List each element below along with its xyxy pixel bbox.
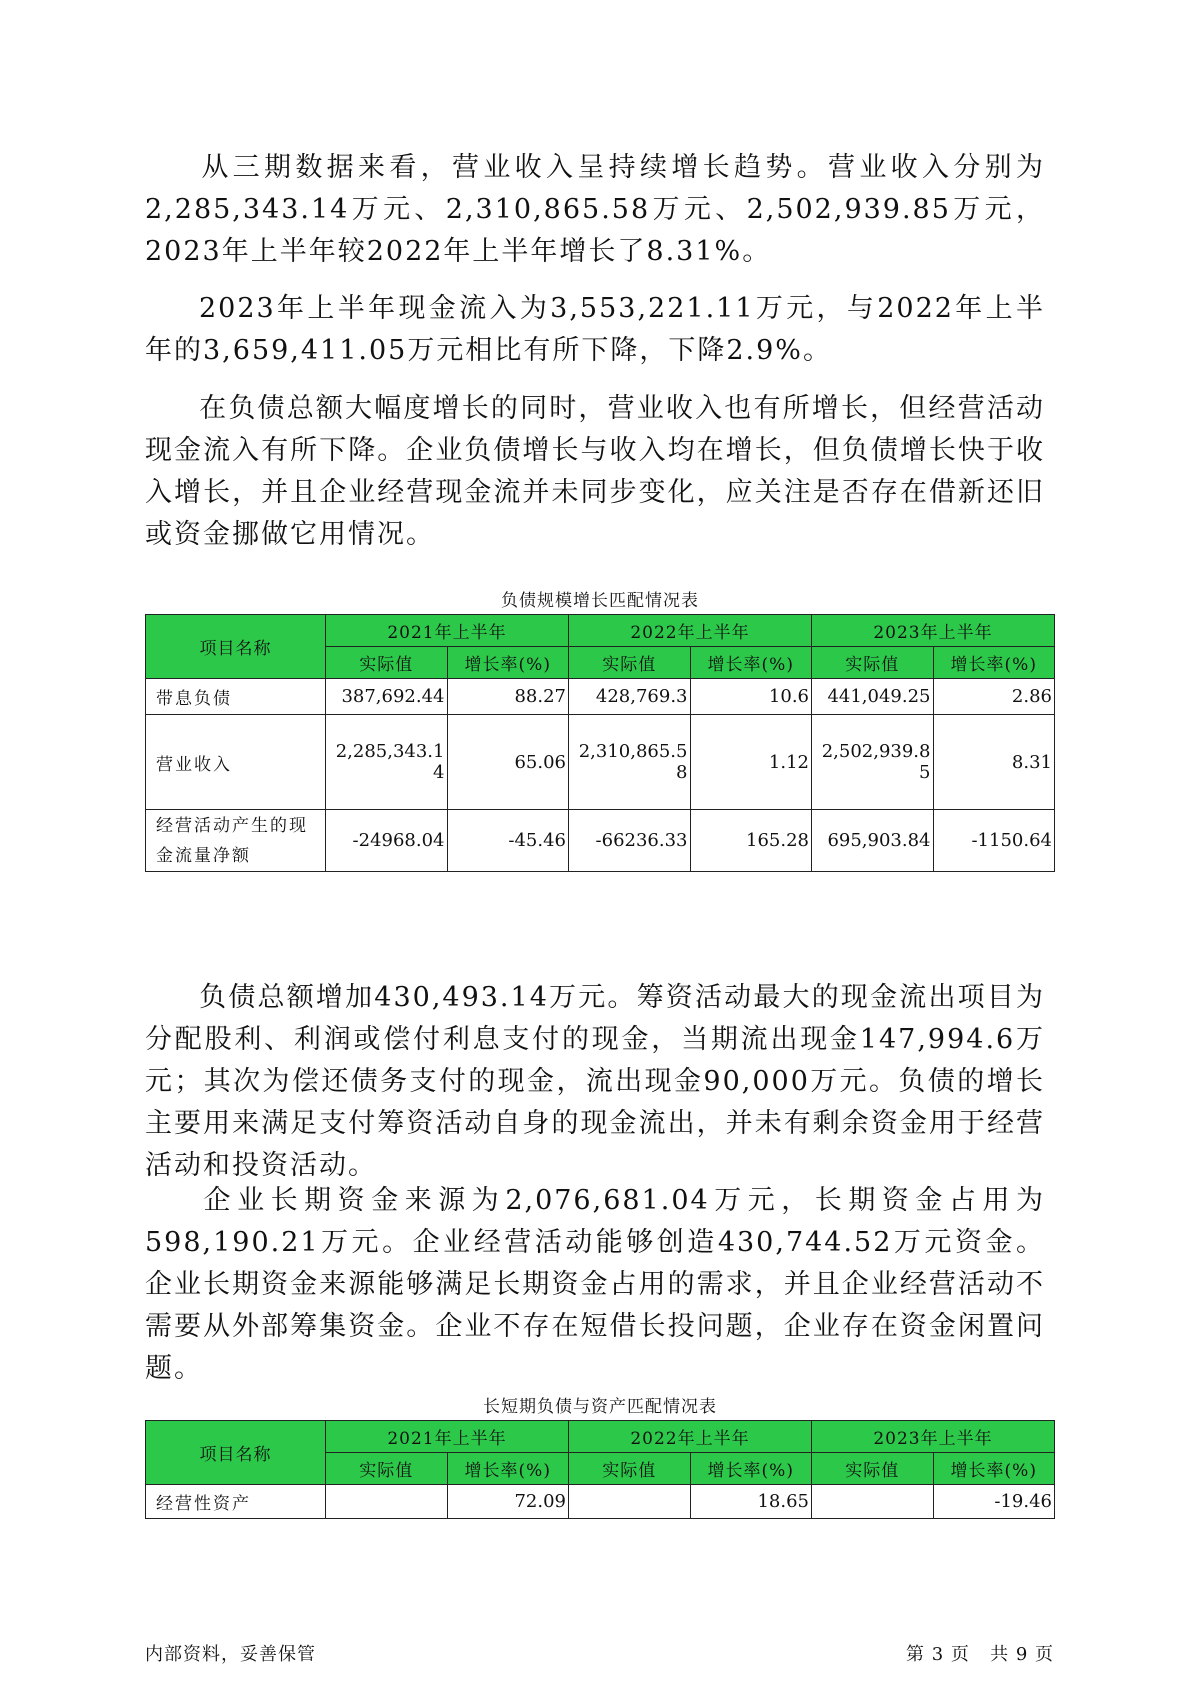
row-name: 经营活动产生的现金流量净额 [146, 810, 326, 872]
header-period-2021: 2021年上半年 [326, 615, 569, 647]
cell-value: 2,502,939.85 [812, 715, 934, 810]
row-name: 带息负债 [146, 679, 326, 715]
header-actual: 实际值 [326, 647, 448, 679]
header-actual: 实际值 [569, 647, 691, 679]
footer-page-number: 第 3 页 共 9 页 [906, 1644, 1054, 1665]
table2-caption: 长短期负债与资产匹配情况表 [483, 1397, 717, 1417]
header-period-2023: 2023年上半年 [812, 615, 1055, 647]
header-period-2022: 2022年上半年 [569, 615, 812, 647]
header-actual: 实际值 [326, 1453, 448, 1485]
cell-value [569, 1485, 691, 1519]
cell-value: 2.86 [933, 679, 1055, 715]
paragraph-total-debt: 负债总额增加430,493.14万元。筹资活动最大的现金流出项目为分配股利、利润或偿付利息支付的现金，当期流出现金147,994.6万元；其次为偿还债务支付的现金，流出现金90,000万元。负债的增长主要用来满足支付筹资活动自身的现金流出，并未有剩余资金用于经营活动和投资活动。 [145, 982, 1045, 1181]
header-period-2023: 2023年上半年 [812, 1421, 1055, 1453]
table-row [146, 1485, 1055, 1519]
cell-value: 165.28 [690, 810, 812, 872]
header-period-2021: 2021年上半年 [326, 1421, 569, 1453]
cell-value [812, 1485, 934, 1519]
header-growth: 增长率(%) [933, 647, 1055, 679]
row-name: 经营性资产 [146, 1485, 326, 1519]
cell-value: 10.6 [690, 679, 812, 715]
table-row [146, 715, 1055, 810]
cell-value: -1150.64 [933, 810, 1055, 872]
cell-value [326, 1485, 448, 1519]
header-growth: 增长率(%) [690, 647, 812, 679]
footer-confidential-note: 内部资料，妥善保管 [145, 1644, 316, 1665]
cell-value: 2,285,343.14 [326, 715, 448, 810]
header-growth: 增长率(%) [690, 1453, 812, 1485]
cell-value: 65.06 [447, 715, 569, 810]
header-actual: 实际值 [812, 1453, 934, 1485]
header-item-name: 项目名称 [146, 1421, 326, 1485]
cell-value: -66236.33 [569, 810, 691, 872]
cell-value: 387,692.44 [326, 679, 448, 715]
liability-asset-match-table [145, 1420, 1055, 1519]
table1-caption: 负债规模增长匹配情况表 [501, 591, 699, 611]
cell-value: 428,769.3 [569, 679, 691, 715]
row-name: 营业收入 [146, 715, 326, 810]
header-actual: 实际值 [569, 1453, 691, 1485]
header-growth: 增长率(%) [447, 647, 569, 679]
cell-value: 2,310,865.58 [569, 715, 691, 810]
cell-value: -24968.04 [326, 810, 448, 872]
table-row [146, 810, 1055, 872]
paragraph-cash-inflow: 2023年上半年现金流入为3,553,221.11万元，与2022年上半年的3,659,411.05万元相比有所下降，下降2.9%。 [145, 293, 1045, 366]
cell-value: 88.27 [447, 679, 569, 715]
header-actual: 实际值 [812, 647, 934, 679]
header-period-2022: 2022年上半年 [569, 1421, 812, 1453]
cell-value: 8.31 [933, 715, 1055, 810]
cell-value: -19.46 [933, 1485, 1055, 1519]
cell-value: -45.46 [447, 810, 569, 872]
cell-value: 1.12 [690, 715, 812, 810]
cell-value: 441,049.25 [812, 679, 934, 715]
paragraph-debt-vs-revenue: 在负债总额大幅度增长的同时，营业收入也有所增长，但经营活动现金流入有所下降。企业负债增长与收入均在增长，但负债增长快于收入增长，并且企业经营现金流并未同步变化，应关注是否存在借新还旧或资金挪做它用情况。 [145, 393, 1045, 550]
paragraph-long-term-funds: 企业长期资金来源为2,076,681.04万元，长期资金占用为598,190.21万元。企业经营活动能够创造430,744.52万元资金。企业长期资金来源能够满足长期资金占用的需求，并且企业经营活动不需要从外部筹集资金。企业不存在短借长投问题，企业存在资金闲置问题。 [145, 1185, 1045, 1384]
cell-value: 695,903.84 [812, 810, 934, 872]
header-item-name: 项目名称 [146, 615, 326, 679]
cell-value: 72.09 [447, 1485, 569, 1519]
table-row [146, 679, 1055, 715]
header-growth: 增长率(%) [447, 1453, 569, 1485]
cell-value: 18.65 [690, 1485, 812, 1519]
paragraph-revenue-trend: 从三期数据来看，营业收入呈持续增长趋势。营业收入分别为2,285,343.14万元、2,310,865.58万元、2,502,939.85万元，2023年上半年较2022年上半年增长了8.31%。 [145, 152, 1045, 267]
debt-growth-table [145, 614, 1055, 872]
header-growth: 增长率(%) [933, 1453, 1055, 1485]
